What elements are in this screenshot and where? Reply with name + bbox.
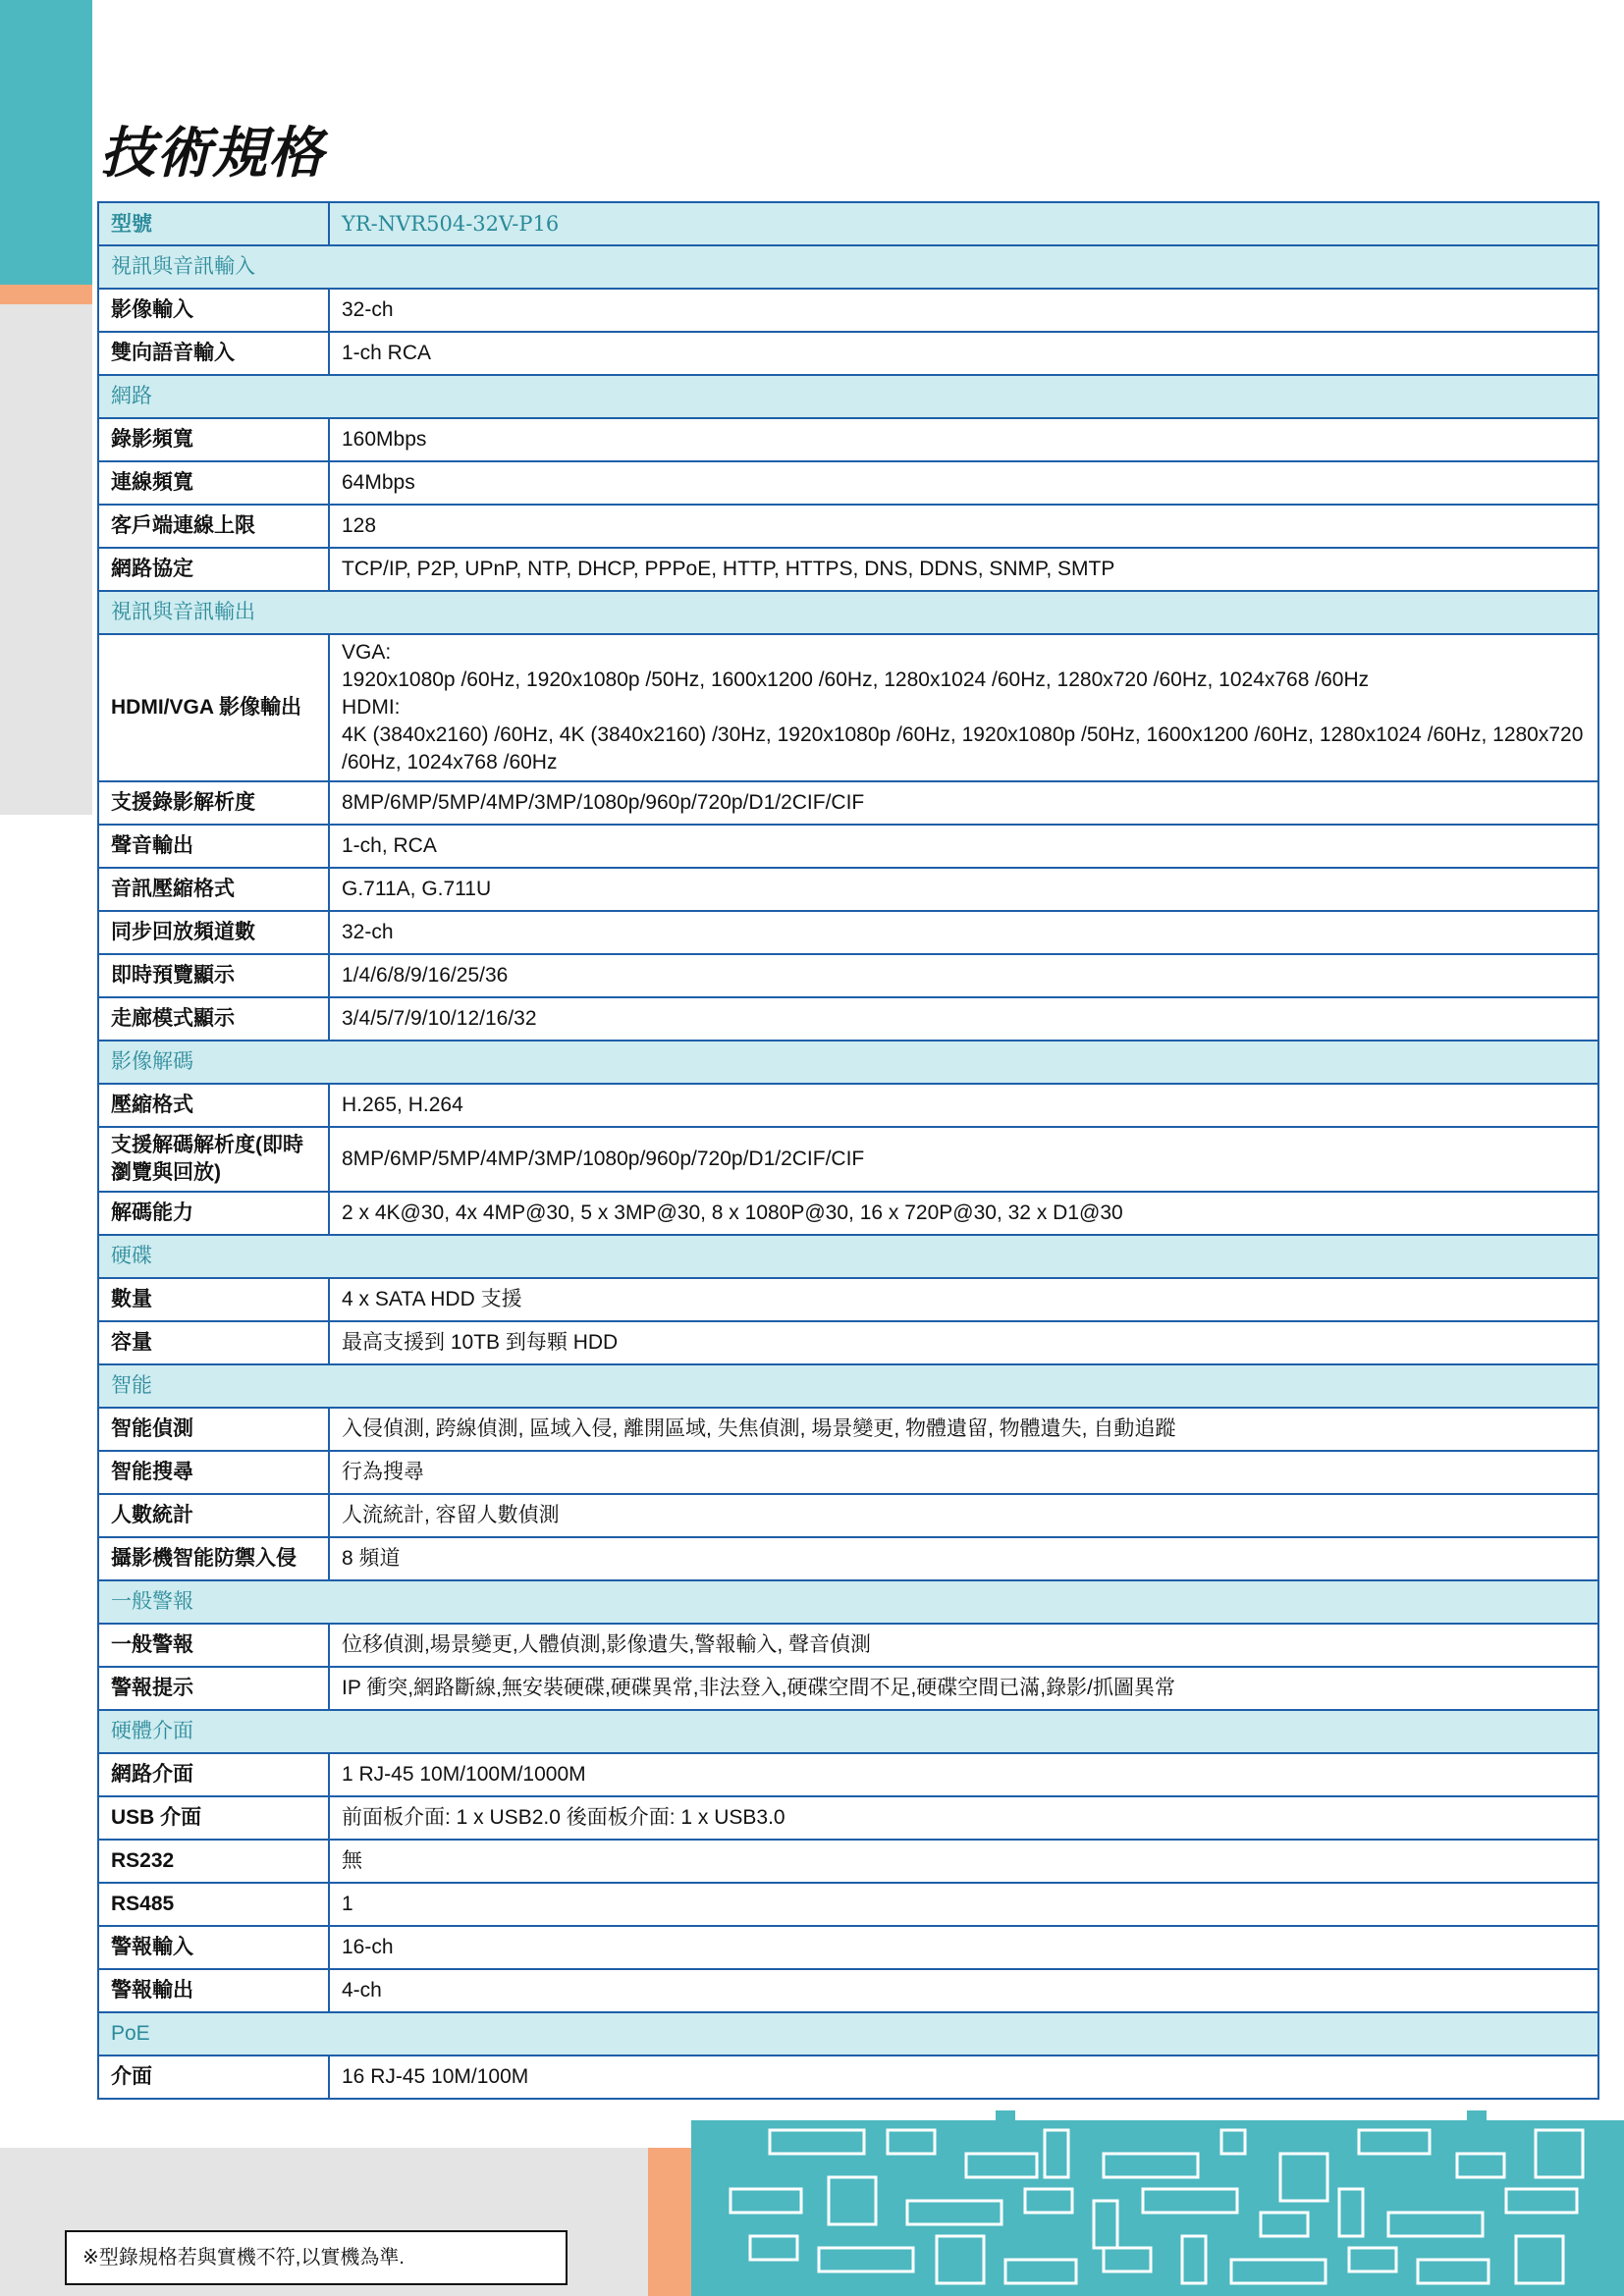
- spec-label: 智能偵測: [98, 1408, 329, 1451]
- spec-label: 容量: [98, 1321, 329, 1364]
- spec-row: [98, 1494, 1598, 1537]
- spec-row: [98, 1883, 1598, 1926]
- spec-value: 人流統計, 容留人數偵測: [329, 1494, 1598, 1537]
- spec-row: [98, 1840, 1598, 1883]
- spec-value: 32-ch: [329, 289, 1598, 332]
- decorative-grid-pattern: [691, 2071, 1624, 2296]
- spec-label: 解碼能力: [98, 1192, 329, 1235]
- spec-row: [98, 332, 1598, 375]
- spec-value: 4-ch: [329, 1969, 1598, 2012]
- spec-row: [98, 868, 1598, 911]
- spec-label: 影像輸入: [98, 289, 329, 332]
- spec-row: [98, 1192, 1598, 1235]
- spec-value: 最高支援到 10TB 到每顆 HDD: [329, 1321, 1598, 1364]
- spec-value-line: 4K (3840x2160) /60Hz, 4K (3840x2160) /30Hz, 1920x1080p /60Hz, 1920x1080p /50Hz, 1600x1200 /60Hz, 1280x1024 /60Hz, 1280x720 /60Hz, 1024x768 /60Hz: [342, 723, 1584, 774]
- spec-value: TCP/IP, P2P, UPnP, NTP, DHCP, PPPoE, HTTP, HTTPS, DNS, DDNS, SNMP, SMTP: [329, 548, 1598, 591]
- spec-row: [98, 1624, 1598, 1667]
- spec-value: 128: [329, 505, 1598, 548]
- spec-row: [98, 1969, 1598, 2012]
- spec-row: [98, 1753, 1598, 1796]
- model-row: [98, 202, 1598, 245]
- spec-value: 2 x 4K@30, 4x 4MP@30, 5 x 3MP@30, 8 x 1080P@30, 16 x 720P@30, 32 x D1@30: [329, 1192, 1598, 1235]
- spec-label: 支援解碼解析度(即時瀏覽與回放): [98, 1127, 329, 1192]
- spec-row: [98, 1278, 1598, 1321]
- section-title: PoE: [98, 2012, 1598, 2056]
- spec-label: RS232: [98, 1840, 329, 1883]
- spec-value: 1-ch, RCA: [329, 825, 1598, 868]
- spec-row: [98, 1796, 1598, 1840]
- spec-value: G.711A, G.711U: [329, 868, 1598, 911]
- section-header: [98, 245, 1598, 289]
- spec-row: [98, 1084, 1598, 1127]
- spec-value-line: VGA:: [342, 641, 392, 664]
- spec-label: 警報輸出: [98, 1969, 329, 2012]
- spec-value: 16-ch: [329, 1926, 1598, 1969]
- spec-row: [98, 954, 1598, 997]
- spec-row: [98, 1321, 1598, 1364]
- spec-label: 連線頻寬: [98, 461, 329, 505]
- spec-label: 聲音輸出: [98, 825, 329, 868]
- spec-row: [98, 1451, 1598, 1494]
- spec-value: 1/4/6/8/9/16/25/36: [329, 954, 1598, 997]
- disclaimer-note: ※型錄規格若與實機不符,以實機為準.: [65, 2230, 568, 2285]
- spec-value: 160Mbps: [329, 418, 1598, 461]
- section-header: [98, 1235, 1598, 1278]
- spec-value: [329, 634, 1598, 781]
- section-header: [98, 591, 1598, 634]
- spec-row: [98, 2056, 1598, 2099]
- spec-row: [98, 911, 1598, 954]
- section-header: [98, 375, 1598, 418]
- spec-label: 介面: [98, 2056, 329, 2099]
- decorative-orange-footer: [648, 2148, 691, 2296]
- spec-value: 16 RJ-45 10M/100M: [329, 2056, 1598, 2099]
- spec-value: IP 衝突,網路斷線,無安裝硬碟,硬碟異常,非法登入,硬碟空間不足,硬碟空間已滿,錄影/抓圖異常: [329, 1667, 1598, 1710]
- section-header: [98, 1041, 1598, 1084]
- spec-value: 3/4/5/7/9/10/12/16/32: [329, 997, 1598, 1041]
- spec-value: 64Mbps: [329, 461, 1598, 505]
- spec-value: 入侵偵測, 跨線偵測, 區域入侵, 離開區域, 失焦偵測, 場景變更, 物體遺留, 物體遺失, 自動追蹤: [329, 1408, 1598, 1451]
- spec-label: 智能搜尋: [98, 1451, 329, 1494]
- spec-label: 客戶端連線上限: [98, 505, 329, 548]
- section-header: [98, 1710, 1598, 1753]
- spec-label: 一般警報: [98, 1624, 329, 1667]
- section-title: 視訊與音訊輸入: [98, 245, 1598, 289]
- spec-label: 警報提示: [98, 1667, 329, 1710]
- decorative-orange-bar: [0, 285, 92, 304]
- decorative-teal-bar: [0, 0, 92, 285]
- spec-label: 網路協定: [98, 548, 329, 591]
- spec-label: 雙向語音輸入: [98, 332, 329, 375]
- model-value: YR-NVR504-32V-P16: [329, 202, 1598, 245]
- spec-row: [98, 548, 1598, 591]
- spec-table: [97, 201, 1599, 2100]
- spec-row: [98, 1537, 1598, 1580]
- spec-label: 即時預覽顯示: [98, 954, 329, 997]
- spec-row: [98, 781, 1598, 825]
- spec-label: 人數統計: [98, 1494, 329, 1537]
- spec-label: 支援錄影解析度: [98, 781, 329, 825]
- spec-value: 8MP/6MP/5MP/4MP/3MP/1080p/960p/720p/D1/2CIF/CIF: [329, 781, 1598, 825]
- spec-value-line: HDMI:: [342, 696, 401, 719]
- spec-value: 行為搜尋: [329, 1451, 1598, 1494]
- spec-label: 錄影頻寬: [98, 418, 329, 461]
- spec-label: USB 介面: [98, 1796, 329, 1840]
- section-header: [98, 2012, 1598, 2056]
- section-title: 網路: [98, 375, 1598, 418]
- spec-label: 音訊壓縮格式: [98, 868, 329, 911]
- spec-label: 警報輸入: [98, 1926, 329, 1969]
- spec-value: 1: [329, 1883, 1598, 1926]
- section-title: 硬體介面: [98, 1710, 1598, 1753]
- spec-value: 1 RJ-45 10M/100M/1000M: [329, 1753, 1598, 1796]
- spec-label: 同步回放頻道數: [98, 911, 329, 954]
- spec-value: 1-ch RCA: [329, 332, 1598, 375]
- spec-row: [98, 634, 1598, 781]
- spec-value: 8MP/6MP/5MP/4MP/3MP/1080p/960p/720p/D1/2CIF/CIF: [329, 1127, 1598, 1192]
- section-title: 智能: [98, 1364, 1598, 1408]
- section-title: 硬碟: [98, 1235, 1598, 1278]
- spec-row: [98, 1408, 1598, 1451]
- spec-label: 走廊模式顯示: [98, 997, 329, 1041]
- spec-row: [98, 825, 1598, 868]
- model-label: 型號: [98, 202, 329, 245]
- spec-row: [98, 997, 1598, 1041]
- spec-value: 無: [329, 1840, 1598, 1883]
- spec-row: [98, 1926, 1598, 1969]
- decorative-grey-bar: [0, 304, 92, 815]
- spec-value: 4 x SATA HDD 支援: [329, 1278, 1598, 1321]
- spec-value-line: 1920x1080p /60Hz, 1920x1080p /50Hz, 1600x1200 /60Hz, 1280x1024 /60Hz, 1280x720 /60Hz, 1024x768 /60Hz: [342, 668, 1370, 691]
- spec-row: [98, 289, 1598, 332]
- spec-row: [98, 418, 1598, 461]
- spec-row: [98, 505, 1598, 548]
- page-title: 技術規格: [100, 122, 324, 186]
- spec-row: [98, 1667, 1598, 1710]
- spec-value: 8 頻道: [329, 1537, 1598, 1580]
- spec-row: [98, 1127, 1598, 1192]
- spec-value: H.265, H.264: [329, 1084, 1598, 1127]
- spec-label: 數量: [98, 1278, 329, 1321]
- spec-value: 位移偵測,場景變更,人體偵測,影像遺失,警報輸入, 聲音偵測: [329, 1624, 1598, 1667]
- section-header: [98, 1364, 1598, 1408]
- section-title: 一般警報: [98, 1580, 1598, 1624]
- spec-label: 攝影機智能防禦入侵: [98, 1537, 329, 1580]
- section-title: 視訊與音訊輸出: [98, 591, 1598, 634]
- section-title: 影像解碼: [98, 1041, 1598, 1084]
- spec-label: HDMI/VGA 影像輸出: [98, 634, 329, 781]
- spec-value: 前面板介面: 1 x USB2.0 後面板介面: 1 x USB3.0: [329, 1796, 1598, 1840]
- spec-label: 網路介面: [98, 1753, 329, 1796]
- spec-value: 32-ch: [329, 911, 1598, 954]
- spec-label: RS485: [98, 1883, 329, 1926]
- spec-row: [98, 461, 1598, 505]
- spec-label: 壓縮格式: [98, 1084, 329, 1127]
- section-header: [98, 1580, 1598, 1624]
